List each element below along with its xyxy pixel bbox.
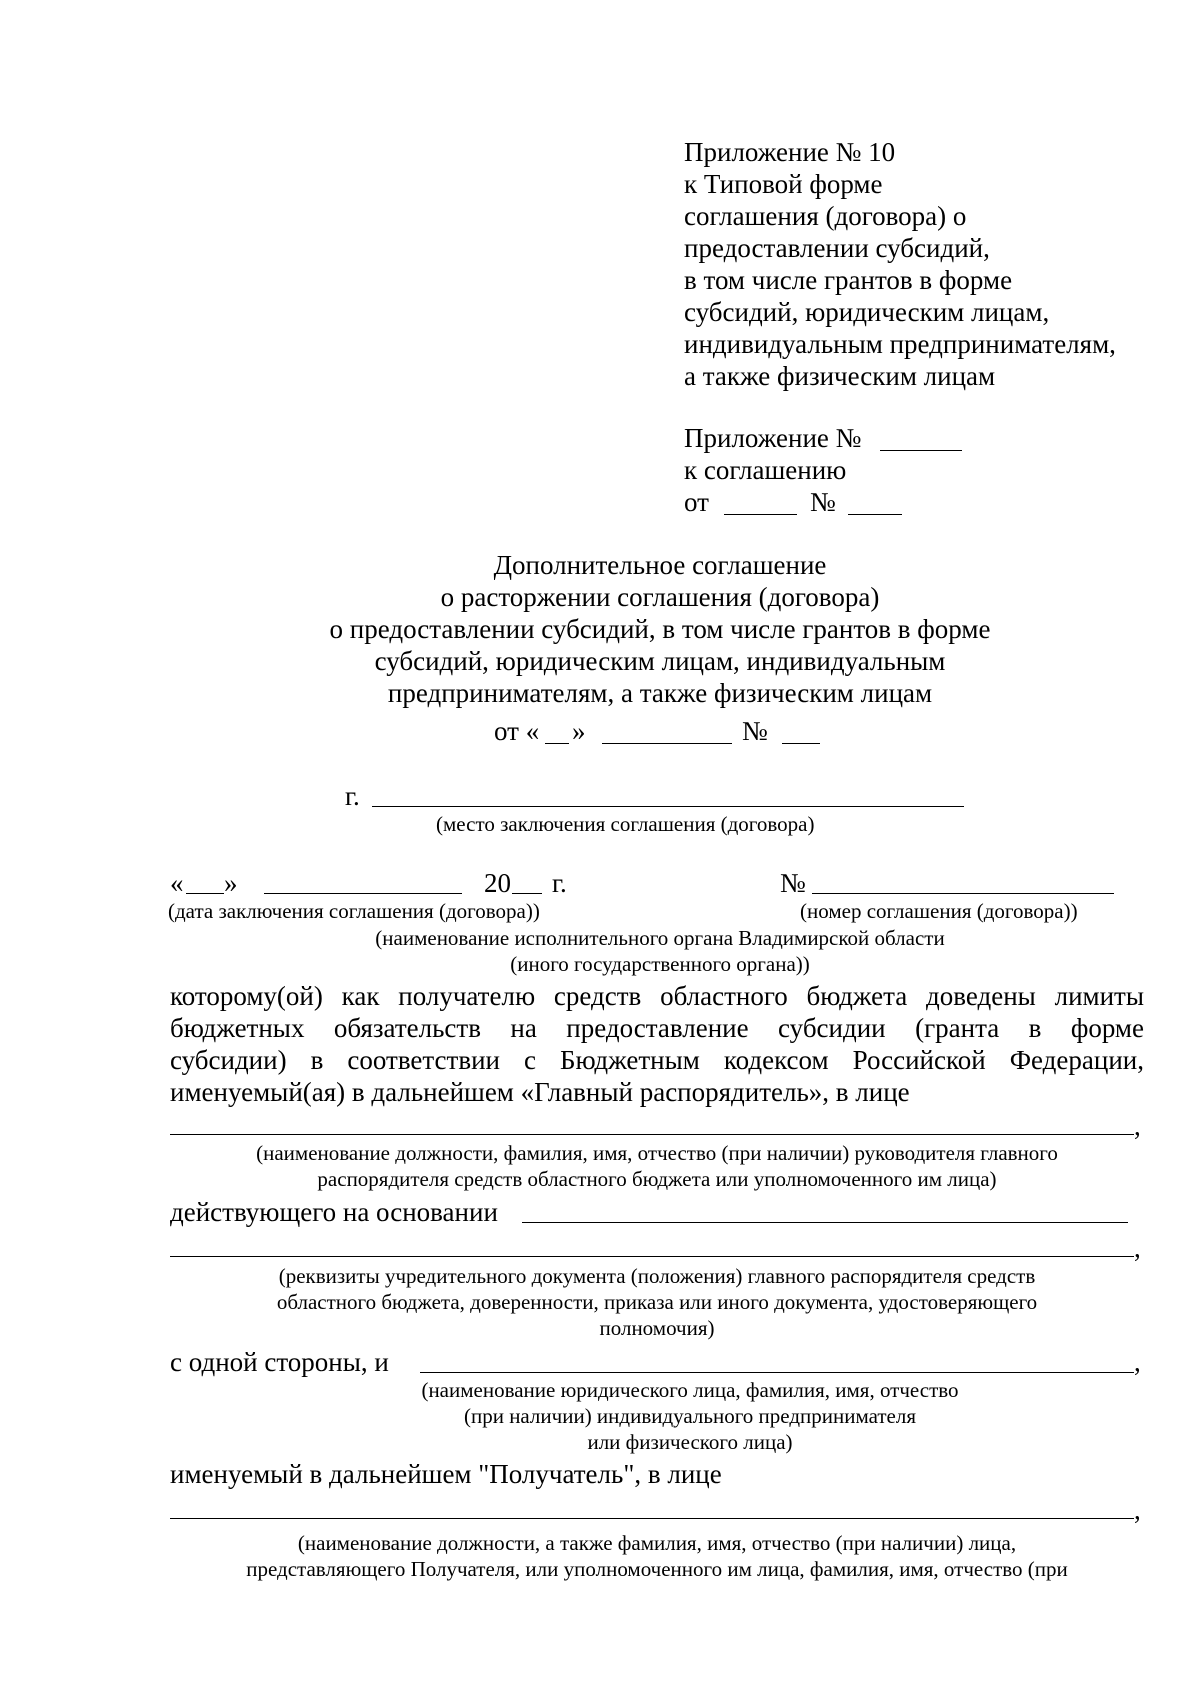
agreement-number-blank: [848, 514, 902, 515]
agreement-number-row-blank: [812, 893, 1114, 894]
title-line: о предоставлении субсидий, в том числе грантов в форме: [329, 614, 991, 644]
title-line: предпринимателям, а также физическим лицам: [387, 678, 933, 708]
date-year-suffix: г.: [552, 868, 567, 898]
recipient-caption-line: (наименование юридического лица, фамилия, имя, отчество: [421, 1378, 959, 1402]
title-number-sign: №: [742, 716, 768, 746]
head-caption-line: распорядителя средств областного бюджета или уполномоченного им лица): [317, 1167, 997, 1191]
authority-caption: [180, 925, 1140, 977]
recipient-caption: [330, 1377, 1050, 1455]
number-caption: (номер соглашения (договора)): [800, 899, 1078, 923]
appendix-number-blank: [880, 450, 962, 451]
representative-blank: [170, 1518, 1134, 1519]
head-caption: [160, 1140, 1154, 1192]
agreement-to-label: к соглашению: [684, 455, 847, 485]
basis-caption-line: (реквизиты учредительного документа (положения) главного распорядителя средств: [278, 1264, 1036, 1288]
appendix-header-line: Приложение № 10: [684, 137, 896, 167]
head-caption-line: (наименование должности, фамилия, имя, отчество (при наличии) руководителя главного: [256, 1141, 1058, 1165]
appendix-header-line: предоставлении субсидий,: [684, 233, 990, 263]
appendix-header-line: индивидуальным предпринимателям,: [684, 329, 1116, 359]
date-quote-open: «: [170, 868, 184, 898]
document-title: [220, 549, 1100, 709]
recipient-comma: ,: [1134, 1347, 1141, 1377]
agreement-appendix-label: Приложение №: [684, 423, 862, 453]
date-day-blank: [186, 893, 224, 894]
date-year-prefix: 20: [484, 868, 511, 898]
basis-caption: [160, 1263, 1154, 1341]
date-caption: (дата заключения соглашения (договора)): [168, 899, 540, 923]
paragraph-line: которому(ой) как получателю средств областного бюджета доведены лимиты: [170, 981, 1144, 1011]
title-date-close: »: [572, 716, 586, 746]
appendix-header-line: соглашения (договора) о: [684, 201, 967, 231]
head-name-blank: [170, 1134, 1134, 1135]
appendix-header-line: в том числе грантов в форме: [684, 265, 1013, 295]
place-caption: (место заключения соглашения (договора): [436, 812, 815, 836]
representative-comma: ,: [1134, 1495, 1141, 1525]
representative-caption-line: представляющего Получателя, или уполномоченного им лица, фамилия, имя, отчество (при: [246, 1557, 1068, 1581]
title-line: Дополнительное соглашение: [493, 550, 827, 580]
appendix-header-line: к Типовой форме: [684, 169, 883, 199]
basis-comma: ,: [1134, 1233, 1141, 1263]
date-month-blank: [264, 893, 462, 894]
basis-caption-line: полномочия): [599, 1316, 715, 1340]
acting-on-basis-label: действующего на основании: [170, 1197, 498, 1227]
date-year-blank: [512, 893, 542, 894]
agreement-number-sign: №: [810, 487, 836, 517]
appendix-header-line: а также физическим лицам: [684, 361, 996, 391]
title-day-blank: [545, 743, 569, 744]
recipient-caption-line: (при наличии) индивидуального предпринимателя: [463, 1404, 917, 1428]
title-date-open: от «: [494, 716, 540, 746]
representative-caption: [150, 1530, 1164, 1582]
agreement-number-sign-row: №: [780, 868, 806, 898]
paragraph-line: именуемый(ая) в дальнейшем «Главный распорядитель», в лице: [170, 1077, 910, 1107]
one-side-label: с одной стороны, и: [170, 1347, 389, 1377]
acting-basis-blank: [522, 1222, 1128, 1223]
place-prefix: г.: [345, 781, 360, 811]
paragraph-line: субсидии) в соответствии с Бюджетным кодексом Российской Федерации,: [170, 1045, 1144, 1075]
representative-caption-line: (наименование должности, а также фамилия, имя, отчество (при наличии) лица,: [297, 1531, 1017, 1555]
title-number-blank: [782, 743, 820, 744]
agreement-date-blank: [724, 514, 797, 515]
appendix-header-line: субсидий, юридическим лицам,: [684, 297, 1050, 327]
paragraph-line: бюджетных обязательств на предоставление субсидии (гранта в форме: [170, 1013, 1144, 1043]
head-name-comma: ,: [1134, 1111, 1141, 1141]
place-blank: [372, 806, 964, 807]
appendix-header: [684, 136, 1116, 392]
date-quote-close: »: [224, 868, 238, 898]
basis-second-blank: [170, 1256, 1134, 1257]
basis-caption-line: областного бюджета, доверенности, приказа или иного документа, удостоверяющего: [276, 1290, 1038, 1314]
title-line: субсидий, юридическим лицам, индивидуальным: [374, 646, 946, 676]
authority-caption-line: (иного государственного органа)): [510, 952, 810, 976]
recipient-blank: [420, 1372, 1134, 1373]
title-month-blank: [602, 743, 732, 744]
recipient-named-label: именуемый в дальнейшем "Получатель", в лице: [170, 1459, 722, 1489]
recipient-caption-line: или физического лица): [587, 1430, 793, 1454]
main-paragraph: [170, 980, 1144, 1108]
agreement-from-label: от: [684, 487, 709, 517]
authority-caption-line: (наименование исполнительного органа Владимирской области: [375, 926, 945, 950]
title-line: о расторжении соглашения (договора): [440, 582, 880, 612]
